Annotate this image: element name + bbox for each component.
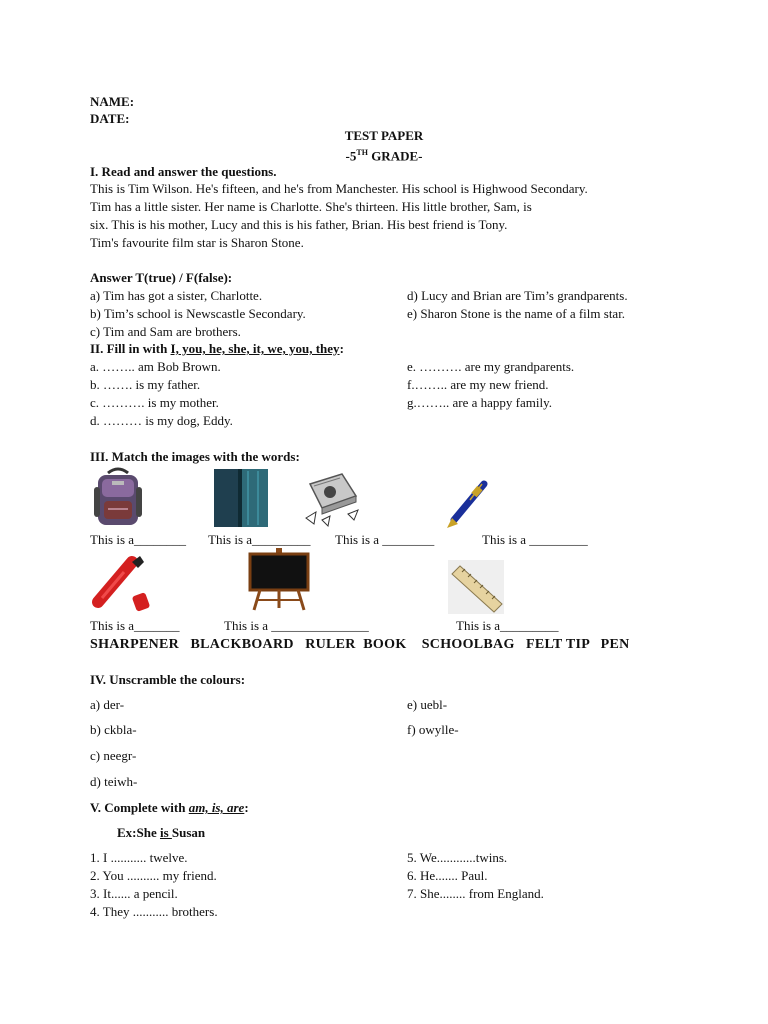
match-blank: This is a_______: [90, 618, 180, 633]
match-blank: This is a_________: [208, 532, 311, 547]
section5-heading-words: am, is, are: [188, 800, 245, 815]
scramble-item: a) der-: [90, 697, 125, 712]
fill-item: d. ……… is my dog, Eddy.: [90, 413, 233, 428]
reading-line: Tim's favourite film star is Sharon Stone.: [90, 235, 304, 250]
fill-item: e. ………. are my grandparents.: [407, 359, 575, 374]
section5-heading-suffix: :: [244, 800, 249, 815]
grade-sup: TH: [356, 148, 368, 157]
match-blank: This is a _________: [482, 532, 588, 547]
word-bank: SHARPENER BLACKBOARD RULER BOOK SCHOOLBAG FELT TIP PEN: [90, 637, 630, 652]
complete-item: 1. I ........... twelve.: [90, 850, 188, 865]
felt-tip-icon: [88, 554, 154, 616]
scramble-item: d) teiwh-: [90, 774, 138, 789]
example-prefix: Ex:She: [117, 825, 160, 840]
scramble-item: c) neegr-: [90, 748, 137, 763]
name-label: NAME:: [90, 94, 135, 109]
complete-item: 5. We............twins.: [407, 850, 508, 865]
fill-item: c. ………. is my mother.: [90, 395, 219, 410]
reading-line: This is Tim Wilson. He's fifteen, and he's from Manchester. His school is Highwood Secondary.: [90, 181, 588, 196]
match-blank: This is a_________: [456, 618, 559, 633]
complete-item: 7. She........ from England.: [407, 886, 544, 901]
section3-heading: III. Match the images with the words:: [90, 449, 300, 464]
match-blank: This is a _______________: [224, 618, 369, 633]
fill-item: f.…….. are my new friend.: [407, 377, 549, 392]
complete-item: 2. You .......... my friend.: [90, 868, 217, 883]
tf-item: c) Tim and Sam are brothers.: [90, 324, 241, 339]
tf-item: b) Tim’s school is Newscastle Secondary.: [90, 306, 306, 321]
pen-icon: [444, 480, 488, 530]
reading-line: six. This is his mother, Lucy and this is his father, Brian. His best friend is Tony.: [90, 217, 508, 232]
section5-heading: [90, 799, 249, 816]
date-label: DATE:: [90, 111, 130, 126]
blackboard-icon: [246, 548, 312, 612]
sharpener-icon: [300, 470, 366, 528]
reading-line: Tim has a little sister. Her name is Charlotte. She's thirteen. His little brother, Sam, is: [90, 199, 532, 214]
scramble-item: e) uebl-: [407, 697, 448, 712]
complete-item: 6. He....... Paul.: [407, 868, 488, 883]
grade-prefix: -5: [345, 148, 357, 164]
match-blank: This is a________: [90, 532, 187, 547]
fill-item: a. …….. am Bob Brown.: [90, 359, 221, 374]
complete-item: 4. They ........... brothers.: [90, 904, 218, 919]
tf-item: a) Tim has got a sister, Charlotte.: [90, 288, 263, 303]
scramble-item: b) ckbla-: [90, 722, 137, 737]
tf-item: d) Lucy and Brian are Tim’s grandparents.: [407, 288, 628, 303]
example-suffix: Susan: [171, 825, 206, 840]
ruler-icon: [448, 560, 504, 614]
tf-item: e) Sharon Stone is the name of a film star.: [407, 306, 626, 321]
section2-heading-suffix: :: [339, 341, 344, 356]
match-blank: This is a ________: [335, 532, 435, 547]
tf-heading: Answer T(true) / F(false):: [90, 270, 233, 285]
section2-heading: [90, 340, 344, 357]
fill-item: g.…….. are a happy family.: [407, 395, 552, 410]
scramble-item: f) owylle-: [407, 722, 459, 737]
schoolbag-icon: [90, 467, 146, 529]
section2-heading-words: I, you, he, she, it, we, you, they: [170, 341, 340, 356]
grade-suffix: GRADE-: [367, 148, 423, 164]
book-icon: [212, 467, 270, 529]
fill-item: b. ……. is my father.: [90, 377, 201, 392]
grade-line: [0, 144, 768, 164]
section5-heading-prefix: V. Complete with: [90, 800, 189, 815]
page-title: TEST PAPER: [344, 128, 424, 143]
complete-item: 3. It...... a pencil.: [90, 886, 178, 901]
example-word: is: [159, 825, 172, 840]
section2-heading-prefix: II. Fill in with: [90, 341, 171, 356]
example-line: [117, 824, 205, 841]
section1-heading: I. Read and answer the questions.: [90, 164, 277, 179]
section4-heading: IV. Unscramble the colours:: [90, 672, 246, 687]
